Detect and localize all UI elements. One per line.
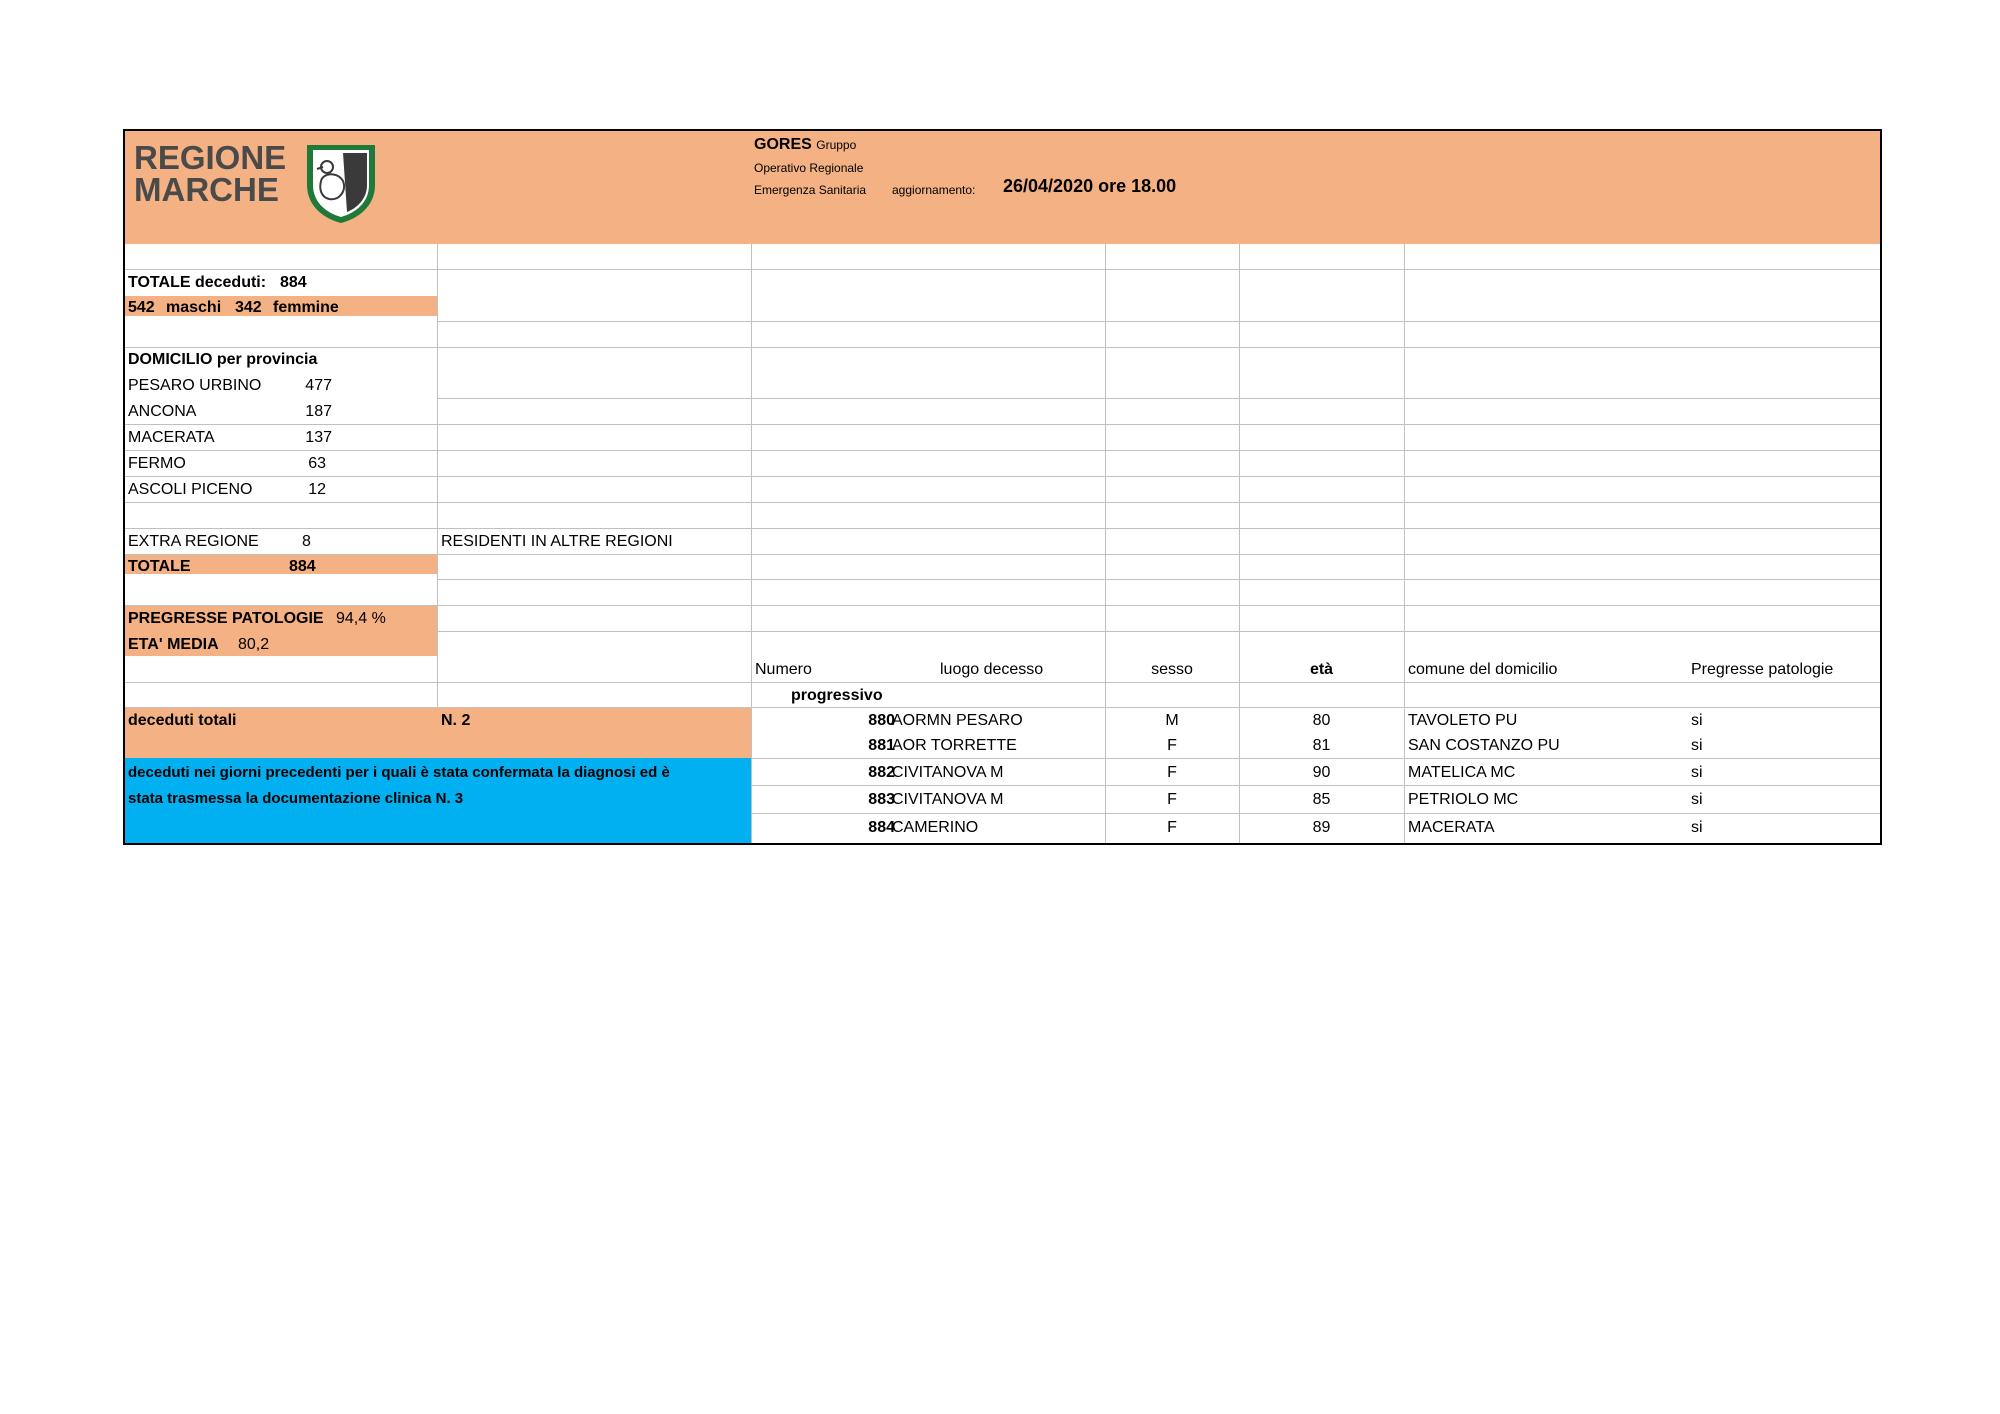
deaths-total-label: deceduti totali [128,712,237,729]
row-luogo: AOR TORRETTE [892,737,1017,754]
province-total-label: TOTALE [128,558,191,575]
row-eta: 89 [1312,819,1331,836]
province-name: ASCOLI PICENO [128,481,253,498]
row-num: 882 [868,764,895,781]
grid-hline [125,347,1880,348]
grid-hline [125,707,1880,708]
total-deaths-value: 884 [280,274,307,291]
females-label: femmine [273,299,339,316]
grid-hline [125,476,1880,477]
province-value: 12 [308,481,326,498]
row-num: 881 [868,737,895,754]
grid-hline [751,758,1880,759]
header-comune: comune del domicilio [1408,661,1558,678]
org-line2: Operativo Regionale [754,161,864,175]
row-num: 880 [868,712,895,729]
logo-line2: MARCHE [134,171,279,208]
row-sesso: F [1167,737,1177,754]
avg-age-label: ETA' MEDIA [128,636,219,653]
grid-vline [751,244,752,843]
header-patologie: Pregresse patologie [1691,661,1834,678]
row-comune: PETRIOLO MC [1408,791,1519,808]
logo-line1: REGIONE [134,139,287,176]
header-luogo: luogo decesso [940,661,1044,678]
grid-hline [437,579,1880,580]
org-name-text: GORES [754,136,812,153]
grid-hline [437,321,1880,322]
row-luogo: AORMN PESARO [892,712,1023,729]
row-eta: 90 [1312,764,1331,781]
org-line3: Emergenza Sanitaria [754,183,867,197]
avg-age-value: 80,2 [238,636,270,653]
previous-deaths-line2: stata trasmessa la documentazione clinica N. 3 [128,790,464,807]
province-name: FERMO [128,455,186,472]
grid-hline [751,682,1880,683]
grid-hline [125,269,1880,270]
header-progressivo: progressivo [791,687,883,704]
row-eta: 81 [1312,737,1331,754]
grid-hline [125,554,1880,555]
province-value: 187 [305,403,332,420]
extra-region-label: EXTRA REGIONE [128,533,259,550]
header-eta: età [1309,661,1334,678]
grid-hline [125,605,1880,606]
row-eta: 80 [1312,712,1331,729]
row-patologie: si [1691,791,1703,808]
org-name [754,135,856,155]
grid-hline [125,502,1880,503]
row-sesso: F [1167,764,1177,781]
province-name: MACERATA [128,429,215,446]
row-comune: SAN COSTANZO PU [1408,737,1560,754]
pathologies-label: PREGRESSE PATOLOGIE [128,610,324,627]
row-luogo: CIVITANOVA M [892,764,1004,781]
row-comune: MATELICA MC [1408,764,1516,781]
header-numero: Numero [755,661,812,678]
org-name-suffix: Gruppo [816,138,857,152]
report-sheet [123,129,1882,845]
row-num: 884 [868,819,895,836]
grid-vline [1404,244,1405,843]
update-label: aggiornamento: [892,183,976,197]
total-deaths-label: TOTALE deceduti: [128,274,267,291]
row-luogo: CIVITANOVA M [892,791,1004,808]
deaths-total-value: N. 2 [441,712,471,729]
row-sesso: F [1167,819,1177,836]
previous-deaths-line1: deceduti nei giorni precedenti per i quali è stata confermata la diagnosi ed è [128,764,670,781]
row-sesso: M [1165,712,1179,729]
extra-region-note: RESIDENTI IN ALTRE REGIONI [441,533,673,550]
grid-hline [125,450,1880,451]
pathologies-value: 94,4 % [336,610,386,627]
row-patologie: si [1691,737,1703,754]
grid-hline [751,813,1880,814]
regione-shield-icon [303,141,379,225]
province-total-value: 884 [289,558,316,575]
province-title: DOMICILIO per provincia [128,351,318,368]
row-luogo: CAMERINO [892,819,979,836]
grid-hline [125,528,1880,529]
province-value: 477 [305,377,332,394]
row-num: 883 [868,791,895,808]
update-value: 26/04/2020 ore 18.00 [1003,176,1177,196]
header-sesso: sesso [1151,661,1193,678]
grid-hline [437,631,1880,632]
grid-hline [437,398,1880,399]
row-comune: MACERATA [1408,819,1495,836]
grid-hline [125,424,1880,425]
row-comune: TAVOLETO PU [1408,712,1518,729]
grid-hline [125,682,751,683]
row-eta: 85 [1312,791,1331,808]
grid-hline [751,785,1880,786]
province-name: ANCONA [128,403,197,420]
province-name: PESARO URBINO [128,377,262,394]
males-count: 542 [128,299,155,316]
row-patologie: si [1691,819,1703,836]
province-value: 137 [305,429,332,446]
province-value: 63 [308,455,326,472]
males-label: maschi [166,299,222,316]
row-sesso: F [1167,791,1177,808]
row-patologie: si [1691,712,1703,729]
extra-region-value: 8 [302,533,311,550]
row-patologie: si [1691,764,1703,781]
females-count: 342 [235,299,262,316]
